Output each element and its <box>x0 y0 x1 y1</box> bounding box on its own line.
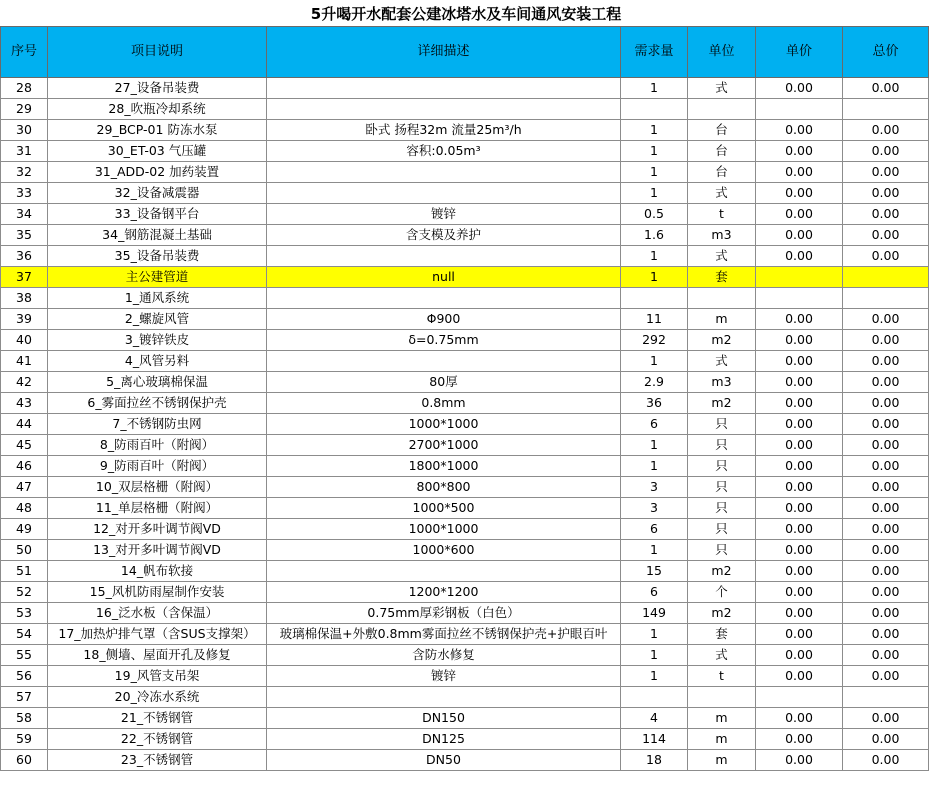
cell-unit[interactable]: m2 <box>688 330 756 351</box>
cell-unit-price[interactable]: 0.00 <box>756 708 843 729</box>
cell-description[interactable]: 含防水修复 <box>267 645 621 666</box>
cell-total[interactable]: 0.00 <box>843 120 929 141</box>
cell-index[interactable]: 36 <box>1 246 48 267</box>
cell-item[interactable]: 21_不锈钢管 <box>48 708 267 729</box>
cell-description[interactable]: 1200*1200 <box>267 582 621 603</box>
table-row <box>1 645 929 666</box>
header-cell-total[interactable]: 总价 <box>843 27 929 78</box>
cell-index[interactable]: 35 <box>1 225 48 246</box>
cell-index[interactable]: 43 <box>1 393 48 414</box>
cell-total[interactable]: 0.00 <box>843 498 929 519</box>
cell-index[interactable]: 37 <box>1 267 48 288</box>
cell-quantity[interactable]: 4 <box>621 708 688 729</box>
cell-index[interactable]: 59 <box>1 729 48 750</box>
cell-total[interactable]: 0.00 <box>843 603 929 624</box>
cell-unit-price[interactable]: 0.00 <box>756 498 843 519</box>
cell-unit[interactable]: m <box>688 309 756 330</box>
cell-quantity[interactable]: 1 <box>621 120 688 141</box>
header-row <box>1 27 929 78</box>
cell-index[interactable]: 49 <box>1 519 48 540</box>
cell-index[interactable]: 46 <box>1 456 48 477</box>
cell-total[interactable]: 0.00 <box>843 204 929 225</box>
cell-description[interactable] <box>267 561 621 582</box>
cell-item[interactable]: 23_不锈钢管 <box>48 750 267 771</box>
cell-unit[interactable]: 套 <box>688 624 756 645</box>
cell-total[interactable] <box>843 288 929 309</box>
table-row <box>1 414 929 435</box>
table-row <box>1 750 929 771</box>
cell-total[interactable]: 0.00 <box>843 666 929 687</box>
cell-total[interactable]: 0.00 <box>843 540 929 561</box>
cell-unit[interactable]: t <box>688 204 756 225</box>
cell-unit-price[interactable]: 0.00 <box>756 78 843 99</box>
cell-item[interactable]: 11_单层格栅（附阀） <box>48 498 267 519</box>
cell-index[interactable]: 60 <box>1 750 48 771</box>
cell-unit-price[interactable]: 0.00 <box>756 666 843 687</box>
table-row <box>1 372 929 393</box>
cell-description[interactable]: DN150 <box>267 708 621 729</box>
header-cell-description[interactable]: 详细描述 <box>267 27 621 78</box>
header-cell-unit-price[interactable]: 单价 <box>756 27 843 78</box>
table-row <box>1 456 929 477</box>
cell-total[interactable]: 0.00 <box>843 477 929 498</box>
cell-item[interactable]: 30_ET-03 气压罐 <box>48 141 267 162</box>
table-row <box>1 435 929 456</box>
cell-quantity[interactable]: 6 <box>621 414 688 435</box>
cell-unit[interactable]: 只 <box>688 477 756 498</box>
cell-index[interactable]: 30 <box>1 120 48 141</box>
cell-quantity[interactable]: 292 <box>621 330 688 351</box>
cell-item[interactable]: 13_对开多叶调节阀VD <box>48 540 267 561</box>
table-row <box>1 393 929 414</box>
cell-index[interactable]: 54 <box>1 624 48 645</box>
cell-unit-price[interactable]: 0.00 <box>756 309 843 330</box>
cell-index[interactable]: 34 <box>1 204 48 225</box>
cell-description[interactable] <box>267 99 621 120</box>
cell-item[interactable]: 27_设备吊装费 <box>48 78 267 99</box>
cell-item[interactable]: 19_风管支吊架 <box>48 666 267 687</box>
cell-unit-price[interactable]: 0.00 <box>756 141 843 162</box>
cell-index[interactable]: 57 <box>1 687 48 708</box>
cell-item[interactable]: 28_吹瓶冷却系统 <box>48 99 267 120</box>
table-row <box>1 540 929 561</box>
cell-index[interactable]: 52 <box>1 582 48 603</box>
cell-index[interactable]: 41 <box>1 351 48 372</box>
cell-index[interactable]: 31 <box>1 141 48 162</box>
cell-quantity[interactable]: 1 <box>621 645 688 666</box>
cell-description[interactable] <box>267 183 621 204</box>
cell-unit-price[interactable]: 0.00 <box>756 519 843 540</box>
cell-item[interactable]: 18_侧墙、屋面开孔及修复 <box>48 645 267 666</box>
cell-description[interactable]: 1000*1000 <box>267 519 621 540</box>
table-row <box>1 246 929 267</box>
cell-unit-price[interactable] <box>756 288 843 309</box>
cell-description[interactable]: 镀锌 <box>267 666 621 687</box>
cell-index[interactable]: 29 <box>1 99 48 120</box>
cell-item[interactable]: 22_不锈钢管 <box>48 729 267 750</box>
cell-index[interactable]: 48 <box>1 498 48 519</box>
cell-item[interactable]: 5_离心玻璃棉保温 <box>48 372 267 393</box>
cell-item[interactable]: 2_螺旋风管 <box>48 309 267 330</box>
cell-total[interactable]: 0.00 <box>843 141 929 162</box>
table-row <box>1 603 929 624</box>
cell-total[interactable]: 0.00 <box>843 372 929 393</box>
cell-unit[interactable]: 只 <box>688 456 756 477</box>
cell-unit-price[interactable] <box>756 687 843 708</box>
cell-unit[interactable]: 个 <box>688 582 756 603</box>
cell-description[interactable]: 2700*1000 <box>267 435 621 456</box>
cell-unit-price[interactable]: 0.00 <box>756 204 843 225</box>
cell-quantity[interactable]: 1 <box>621 246 688 267</box>
header-cell-item[interactable]: 项目说明 <box>48 27 267 78</box>
cell-quantity[interactable]: 36 <box>621 393 688 414</box>
cell-quantity[interactable]: 1 <box>621 666 688 687</box>
table-row <box>1 225 929 246</box>
cell-description[interactable]: 含支模及养护 <box>267 225 621 246</box>
cell-quantity[interactable]: 1 <box>621 540 688 561</box>
cell-description[interactable] <box>267 687 621 708</box>
cell-total[interactable]: 0.00 <box>843 582 929 603</box>
cell-unit-price[interactable]: 0.00 <box>756 582 843 603</box>
cell-description[interactable]: DN125 <box>267 729 621 750</box>
cell-unit-price[interactable]: 0.00 <box>756 645 843 666</box>
cell-unit[interactable] <box>688 687 756 708</box>
cell-total[interactable]: 0.00 <box>843 78 929 99</box>
cell-item[interactable]: 15_风机防雨屋制作安装 <box>48 582 267 603</box>
cell-unit[interactable]: 套 <box>688 267 756 288</box>
cell-unit[interactable]: m <box>688 729 756 750</box>
cell-description[interactable]: δ=0.75mm <box>267 330 621 351</box>
table-body <box>1 78 929 771</box>
cell-quantity[interactable]: 15 <box>621 561 688 582</box>
cell-unit[interactable] <box>688 288 756 309</box>
table-row <box>1 666 929 687</box>
cell-unit-price[interactable]: 0.00 <box>756 372 843 393</box>
cell-unit[interactable]: m3 <box>688 225 756 246</box>
cell-unit[interactable] <box>688 99 756 120</box>
header-cell-unit[interactable]: 单位 <box>688 27 756 78</box>
cell-unit[interactable]: m <box>688 750 756 771</box>
cell-quantity[interactable]: 3 <box>621 498 688 519</box>
cell-description[interactable]: 0.75mm厚彩钢板（白色） <box>267 603 621 624</box>
cell-item[interactable]: 9_防雨百叶（附阀） <box>48 456 267 477</box>
cell-unit[interactable]: 只 <box>688 414 756 435</box>
cell-total[interactable]: 0.00 <box>843 393 929 414</box>
table-row <box>1 267 929 288</box>
cell-item[interactable]: 34_钢筋混凝土基础 <box>48 225 267 246</box>
cell-unit[interactable]: 式 <box>688 246 756 267</box>
cell-unit-price[interactable] <box>756 267 843 288</box>
cell-unit-price[interactable]: 0.00 <box>756 561 843 582</box>
table-row <box>1 687 929 708</box>
cell-unit-price[interactable]: 0.00 <box>756 330 843 351</box>
cell-quantity[interactable]: 11 <box>621 309 688 330</box>
cell-description[interactable]: 1800*1000 <box>267 456 621 477</box>
cell-unit-price[interactable]: 0.00 <box>756 393 843 414</box>
cell-item[interactable]: 16_泛水板（含保温） <box>48 603 267 624</box>
cell-total[interactable]: 0.00 <box>843 351 929 372</box>
cell-index[interactable]: 45 <box>1 435 48 456</box>
table-row <box>1 309 929 330</box>
cell-total[interactable]: 0.00 <box>843 330 929 351</box>
cell-unit-price[interactable]: 0.00 <box>756 414 843 435</box>
cell-unit-price[interactable]: 0.00 <box>756 351 843 372</box>
cell-item[interactable]: 主公建管道 <box>48 267 267 288</box>
cell-index[interactable]: 53 <box>1 603 48 624</box>
table-row <box>1 729 929 750</box>
cell-total[interactable]: 0.00 <box>843 309 929 330</box>
table-row <box>1 351 929 372</box>
cell-description[interactable]: 0.8mm <box>267 393 621 414</box>
cell-index[interactable]: 55 <box>1 645 48 666</box>
cell-unit-price[interactable]: 0.00 <box>756 729 843 750</box>
cell-index[interactable]: 28 <box>1 78 48 99</box>
cell-item[interactable]: 4_风管另料 <box>48 351 267 372</box>
cell-description[interactable] <box>267 78 621 99</box>
cell-index[interactable]: 39 <box>1 309 48 330</box>
cell-description[interactable]: 80厚 <box>267 372 621 393</box>
cell-description[interactable] <box>267 351 621 372</box>
cell-description[interactable] <box>267 162 621 183</box>
cell-item[interactable]: 33_设备钢平台 <box>48 204 267 225</box>
table-row <box>1 162 929 183</box>
cell-item[interactable]: 17_加热炉排气罩（含SUS支撑架） <box>48 624 267 645</box>
cell-quantity[interactable]: 1 <box>621 141 688 162</box>
sheet-title: 5升喝开水配套公建冰塔水及车间通风安装工程 <box>310 4 622 23</box>
cell-total[interactable]: 0.00 <box>843 750 929 771</box>
cell-item[interactable]: 14_帆布软接 <box>48 561 267 582</box>
cell-quantity[interactable]: 1 <box>621 456 688 477</box>
cell-item[interactable]: 3_镀锌铁皮 <box>48 330 267 351</box>
cell-quantity[interactable]: 1 <box>621 351 688 372</box>
table-row <box>1 183 929 204</box>
cell-index[interactable]: 44 <box>1 414 48 435</box>
cell-item[interactable]: 29_BCP-01 防冻水泵 <box>48 120 267 141</box>
cell-quantity[interactable] <box>621 288 688 309</box>
cell-quantity[interactable] <box>621 99 688 120</box>
cell-unit-price[interactable] <box>756 99 843 120</box>
cell-unit-price[interactable]: 0.00 <box>756 540 843 561</box>
cell-quantity[interactable]: 1 <box>621 78 688 99</box>
cell-unit[interactable]: 台 <box>688 141 756 162</box>
cell-total[interactable] <box>843 687 929 708</box>
cell-description[interactable]: null <box>267 267 621 288</box>
cell-unit-price[interactable]: 0.00 <box>756 246 843 267</box>
cell-total[interactable]: 0.00 <box>843 435 929 456</box>
cell-item[interactable]: 1_通风系统 <box>48 288 267 309</box>
cell-quantity[interactable]: 1 <box>621 267 688 288</box>
table-row <box>1 288 929 309</box>
cell-unit[interactable]: 台 <box>688 120 756 141</box>
table-row <box>1 120 929 141</box>
cell-unit[interactable]: 式 <box>688 351 756 372</box>
table-row <box>1 519 929 540</box>
cell-item[interactable]: 10_双层格栅（附阀） <box>48 477 267 498</box>
cell-total[interactable]: 0.00 <box>843 519 929 540</box>
cell-index[interactable]: 47 <box>1 477 48 498</box>
cell-unit-price[interactable]: 0.00 <box>756 162 843 183</box>
cell-index[interactable]: 40 <box>1 330 48 351</box>
cell-total[interactable]: 0.00 <box>843 624 929 645</box>
cell-item[interactable]: 6_雾面拉丝不锈钢保护壳 <box>48 393 267 414</box>
cell-unit[interactable]: 只 <box>688 498 756 519</box>
cell-total[interactable] <box>843 99 929 120</box>
cell-description[interactable] <box>267 288 621 309</box>
cell-total[interactable]: 0.00 <box>843 456 929 477</box>
cell-total[interactable]: 0.00 <box>843 162 929 183</box>
cell-quantity[interactable]: 1 <box>621 183 688 204</box>
cell-quantity[interactable]: 0.5 <box>621 204 688 225</box>
cell-unit[interactable]: m2 <box>688 561 756 582</box>
cell-unit[interactable]: 式 <box>688 645 756 666</box>
cell-total[interactable]: 0.00 <box>843 414 929 435</box>
table-row <box>1 582 929 603</box>
cell-item[interactable]: 35_设备吊装费 <box>48 246 267 267</box>
cell-quantity[interactable]: 1.6 <box>621 225 688 246</box>
cell-quantity[interactable]: 1 <box>621 162 688 183</box>
cell-description[interactable] <box>267 246 621 267</box>
cell-quantity[interactable]: 2.9 <box>621 372 688 393</box>
table-row <box>1 708 929 729</box>
cell-description[interactable]: 1000*1000 <box>267 414 621 435</box>
cell-description[interactable]: DN50 <box>267 750 621 771</box>
table-row <box>1 78 929 99</box>
table-row <box>1 561 929 582</box>
cell-index[interactable]: 58 <box>1 708 48 729</box>
table-row <box>1 477 929 498</box>
cell-quantity[interactable] <box>621 687 688 708</box>
cell-unit[interactable]: m3 <box>688 372 756 393</box>
cell-total[interactable] <box>843 267 929 288</box>
cell-total[interactable]: 0.00 <box>843 183 929 204</box>
table-row <box>1 624 929 645</box>
cell-unit-price[interactable]: 0.00 <box>756 435 843 456</box>
cell-item[interactable]: 12_对开多叶调节阀VD <box>48 519 267 540</box>
cell-quantity[interactable]: 1 <box>621 435 688 456</box>
cell-quantity[interactable]: 6 <box>621 582 688 603</box>
cell-item[interactable]: 31_ADD-02 加药装置 <box>48 162 267 183</box>
cell-unit[interactable]: 式 <box>688 183 756 204</box>
cell-index[interactable]: 51 <box>1 561 48 582</box>
cell-quantity[interactable]: 6 <box>621 519 688 540</box>
cell-item[interactable]: 20_冷冻水系统 <box>48 687 267 708</box>
cell-unit-price[interactable]: 0.00 <box>756 477 843 498</box>
cell-description[interactable]: 卧式 扬程32m 流量25m³/h <box>267 120 621 141</box>
cell-total[interactable]: 0.00 <box>843 225 929 246</box>
header-cell-quantity[interactable]: 需求量 <box>621 27 688 78</box>
header-cell-index[interactable]: 序号 <box>1 27 48 78</box>
cell-quantity[interactable]: 149 <box>621 603 688 624</box>
cell-description[interactable]: 玻璃棉保温+外敷0.8mm雾面拉丝不锈钢保护壳+护眼百叶 <box>267 624 621 645</box>
cell-unit[interactable]: m2 <box>688 603 756 624</box>
cell-unit[interactable]: 台 <box>688 162 756 183</box>
cell-description[interactable]: Φ900 <box>267 309 621 330</box>
cell-description[interactable]: 容积:0.05m³ <box>267 141 621 162</box>
cell-index[interactable]: 38 <box>1 288 48 309</box>
cell-unit-price[interactable]: 0.00 <box>756 456 843 477</box>
table-row <box>1 330 929 351</box>
cell-unit[interactable]: t <box>688 666 756 687</box>
cell-unit-price[interactable]: 0.00 <box>756 183 843 204</box>
cell-description[interactable]: 1000*600 <box>267 540 621 561</box>
cell-item[interactable]: 7_不锈钢防虫网 <box>48 414 267 435</box>
cell-unit[interactable]: 式 <box>688 78 756 99</box>
cell-unit-price[interactable]: 0.00 <box>756 750 843 771</box>
quote-table <box>0 26 929 771</box>
cell-unit[interactable]: 只 <box>688 519 756 540</box>
cell-description[interactable]: 镀锌 <box>267 204 621 225</box>
cell-unit[interactable]: m <box>688 708 756 729</box>
table-row <box>1 141 929 162</box>
cell-index[interactable]: 33 <box>1 183 48 204</box>
cell-unit-price[interactable]: 0.00 <box>756 120 843 141</box>
cell-unit-price[interactable]: 0.00 <box>756 225 843 246</box>
table-row <box>1 498 929 519</box>
table-row <box>1 99 929 120</box>
cell-quantity[interactable]: 18 <box>621 750 688 771</box>
cell-total[interactable]: 0.00 <box>843 708 929 729</box>
cell-quantity[interactable]: 1 <box>621 624 688 645</box>
cell-total[interactable]: 0.00 <box>843 645 929 666</box>
cell-description[interactable]: 1000*500 <box>267 498 621 519</box>
cell-unit[interactable]: 只 <box>688 435 756 456</box>
cell-index[interactable]: 42 <box>1 372 48 393</box>
cell-index[interactable]: 50 <box>1 540 48 561</box>
cell-description[interactable]: 800*800 <box>267 477 621 498</box>
cell-unit[interactable]: m2 <box>688 393 756 414</box>
cell-quantity[interactable]: 3 <box>621 477 688 498</box>
cell-index[interactable]: 32 <box>1 162 48 183</box>
cell-unit-price[interactable]: 0.00 <box>756 624 843 645</box>
cell-unit-price[interactable]: 0.00 <box>756 603 843 624</box>
cell-total[interactable]: 0.00 <box>843 561 929 582</box>
cell-quantity[interactable]: 114 <box>621 729 688 750</box>
cell-total[interactable]: 0.00 <box>843 729 929 750</box>
cell-index[interactable]: 56 <box>1 666 48 687</box>
cell-item[interactable]: 32_设备减震器 <box>48 183 267 204</box>
cell-item[interactable]: 8_防雨百叶（附阀） <box>48 435 267 456</box>
cell-unit[interactable]: 只 <box>688 540 756 561</box>
cell-total[interactable]: 0.00 <box>843 246 929 267</box>
table-row <box>1 204 929 225</box>
